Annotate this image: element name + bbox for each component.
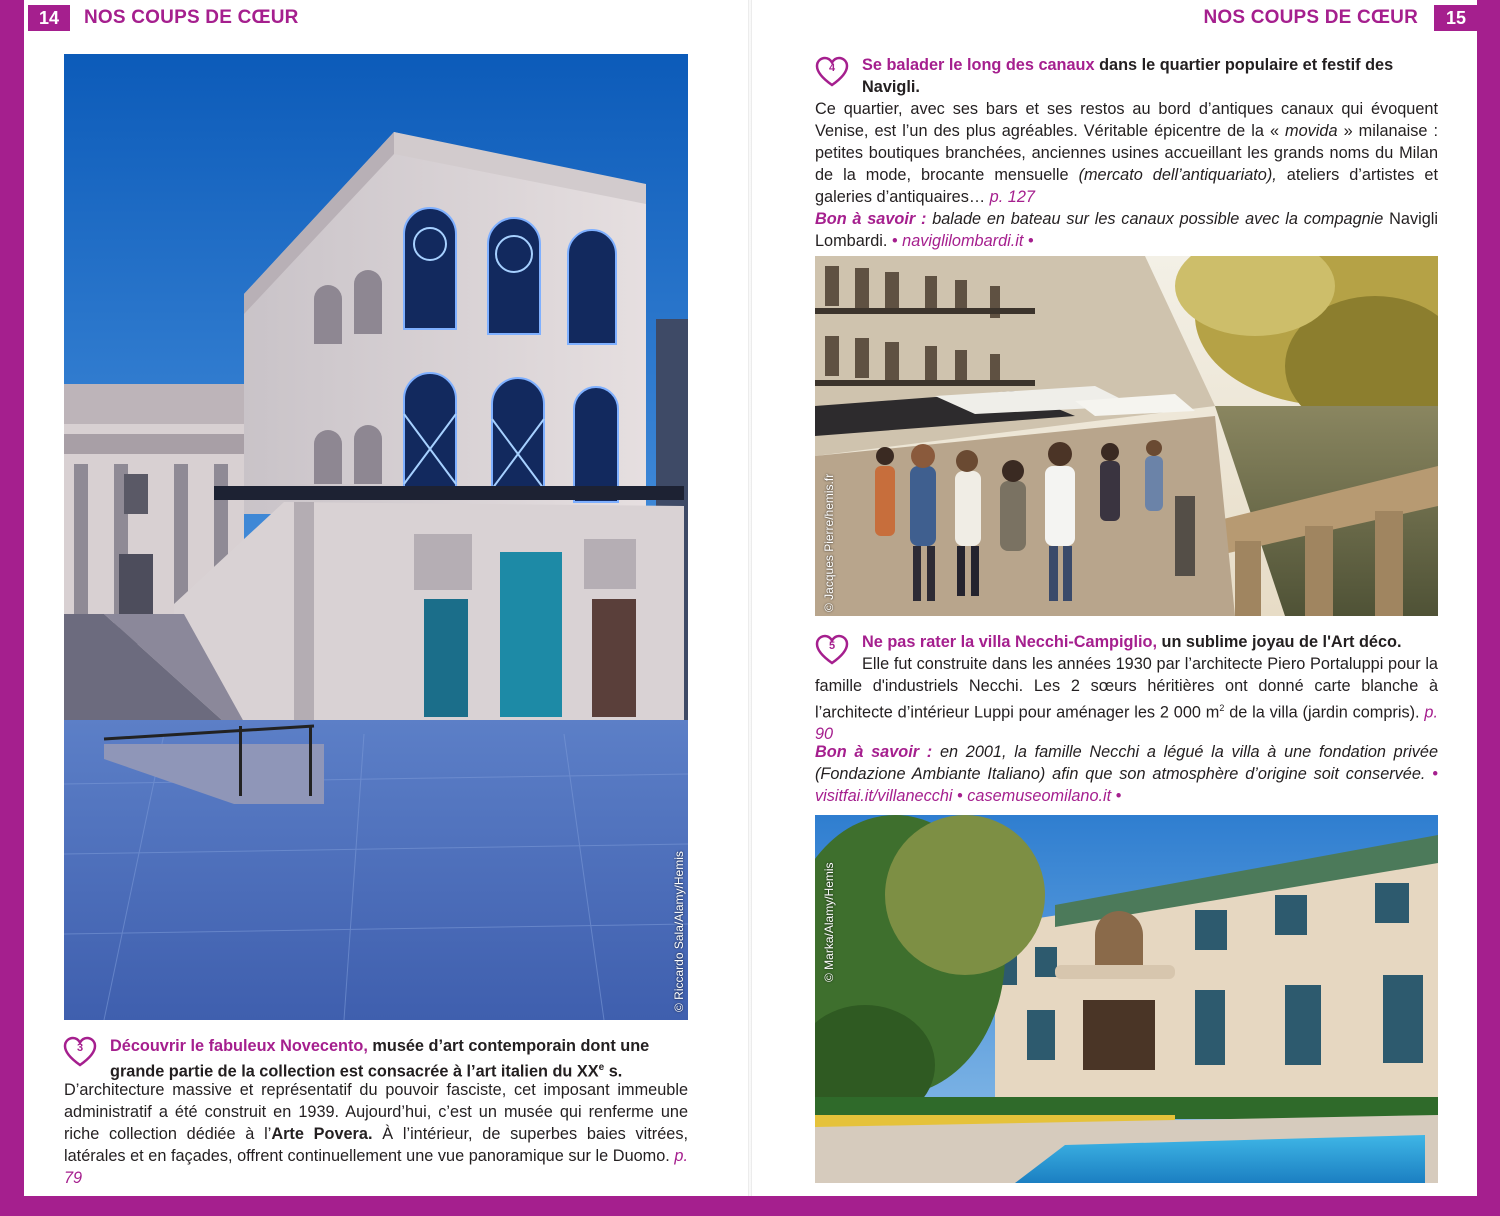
entry-4-body-it-1: movida [1285, 122, 1338, 140]
entry-4-bon-text: balade en bateau sur les canaux possible avec la compagnie [926, 210, 1390, 228]
entry-5-body [815, 653, 1438, 745]
entry-4-number: 4 [828, 62, 836, 74]
entry-5-bon-label: Bon à savoir : [815, 743, 933, 761]
villa-illustration [815, 815, 1438, 1183]
entry-4-bon-label: Bon à savoir : [815, 210, 927, 228]
entry-4-body [815, 98, 1438, 252]
entry-4-bon-company: Navigli Lombardi. [815, 210, 1438, 250]
entry-5-bon-text: en 2001, la famille Necchi a légué la villa à une fondation privée (Fondazione Ambiante Italiano) afin que son atmosphère d’origine soit conservée. [815, 743, 1438, 783]
book-spine [748, 0, 752, 1196]
running-head-left: NOS COUPS DE CŒUR [84, 7, 299, 28]
entry-4-title-rest: dans le quartier populaire et festif des Navigli. [862, 56, 1394, 96]
photo-credit-novecento: © Riccardo Sala/Alamy/Hemis [672, 851, 686, 1012]
novecento-museum-photo [64, 54, 688, 1020]
navigli-illustration [815, 256, 1438, 616]
entry-4-body-1: Ce quartier, avec ses bars et ses restos au bord d’antiques canaux qui évoquent Venise, est l’un des plus agréables. Véritable épicentre de la « [815, 100, 1438, 140]
entry-5-heading [862, 631, 1438, 653]
running-head-right: NOS COUPS DE CŒUR [1203, 7, 1418, 28]
entry-3-number: 3 [76, 1042, 84, 1054]
entry-5-title-highlight: Ne pas rater la villa Necchi-Campiglio, [862, 633, 1157, 651]
navigli-canal-photo [815, 256, 1438, 616]
entry-3-title-end: s. [604, 1062, 623, 1081]
villa-necchi-photo [815, 815, 1438, 1183]
entry-5-body-1: Elle fut construite dans les années 1930 par l’architecte Piero Portaluppi pour la famille d'industriels Necchi. Les 2 sœurs héritières ont donné carte blanche à l’architecte d’intérieur Luppi pour aménager les 2 000 m [815, 655, 1438, 722]
entry-5-body-sup: 2 [1219, 703, 1225, 713]
entry-4-body-3: ateliers d’artistes et galeries d’antiquaires… [815, 166, 1438, 206]
entry-4-heading [862, 54, 1438, 98]
entry-3-body [64, 1079, 688, 1189]
entry-5-body-2: de la villa (jardin compris). [1224, 703, 1425, 722]
entry-4-link[interactable]: • naviglilombardi.it • [887, 232, 1034, 250]
entry-5-tip [815, 741, 1438, 807]
entry-4-heart [814, 56, 850, 88]
entry-4-title-highlight: Se balader le long des canaux [862, 56, 1095, 74]
entry-3-title-sup: e [598, 1062, 605, 1073]
entry-4-body-2: » milanaise : petites boutiques branchées, anciennes usines accueillant les grands noms du Milan de la mode, brocante mensuelle [815, 122, 1438, 184]
entry-5-page-ref: p. 90 [815, 703, 1438, 744]
photo-credit-navigli: © Jacques Pierre/hemis.fr [822, 473, 836, 612]
entry-3-heading [110, 1035, 688, 1082]
entry-4-page-ref: p. 127 [989, 188, 1035, 206]
entry-3-body-1: D’architecture massive et représentatif du pouvoir fasciste, cet imposant immeuble administratif a été construit en 1939. Aujourd’hui, c’est un musée qui renferme une riche collection dédiée à l’ [64, 1081, 688, 1143]
entry-3-heart [62, 1036, 98, 1068]
entry-3-body-bold: Arte Povera. [271, 1125, 373, 1143]
entry-5-number: 5 [828, 640, 836, 652]
photo-credit-villa: © Marka/Alamy/Hemis [822, 862, 836, 982]
entry-3-title-highlight: Découvrir le fabuleux Novecento, [110, 1037, 368, 1055]
entry-4-body-it-2: (mercato dell’antiquariato), [1078, 166, 1277, 184]
entry-3-page-ref: p. 79 [64, 1147, 688, 1187]
entry-3-title-rest: musée d’art contemporain dont une grande partie de la collection est consacrée à l’art italien du XX [110, 1037, 650, 1081]
entry-3-body-2: À l’intérieur, de superbes baies vitrées, latérales et en façades, offrent continuellement une vue panoramique sur le Duomo. [64, 1125, 688, 1165]
page-number-left: 14 [28, 5, 70, 31]
page-number-right: 15 [1434, 5, 1478, 31]
entry-5-title-rest: un sublime joyau de l'Art déco. [1156, 633, 1402, 651]
novecento-illustration [64, 54, 688, 1020]
entry-5-link[interactable]: • visitfai.it/villanecchi • casemuseomilano.it • [815, 765, 1438, 805]
